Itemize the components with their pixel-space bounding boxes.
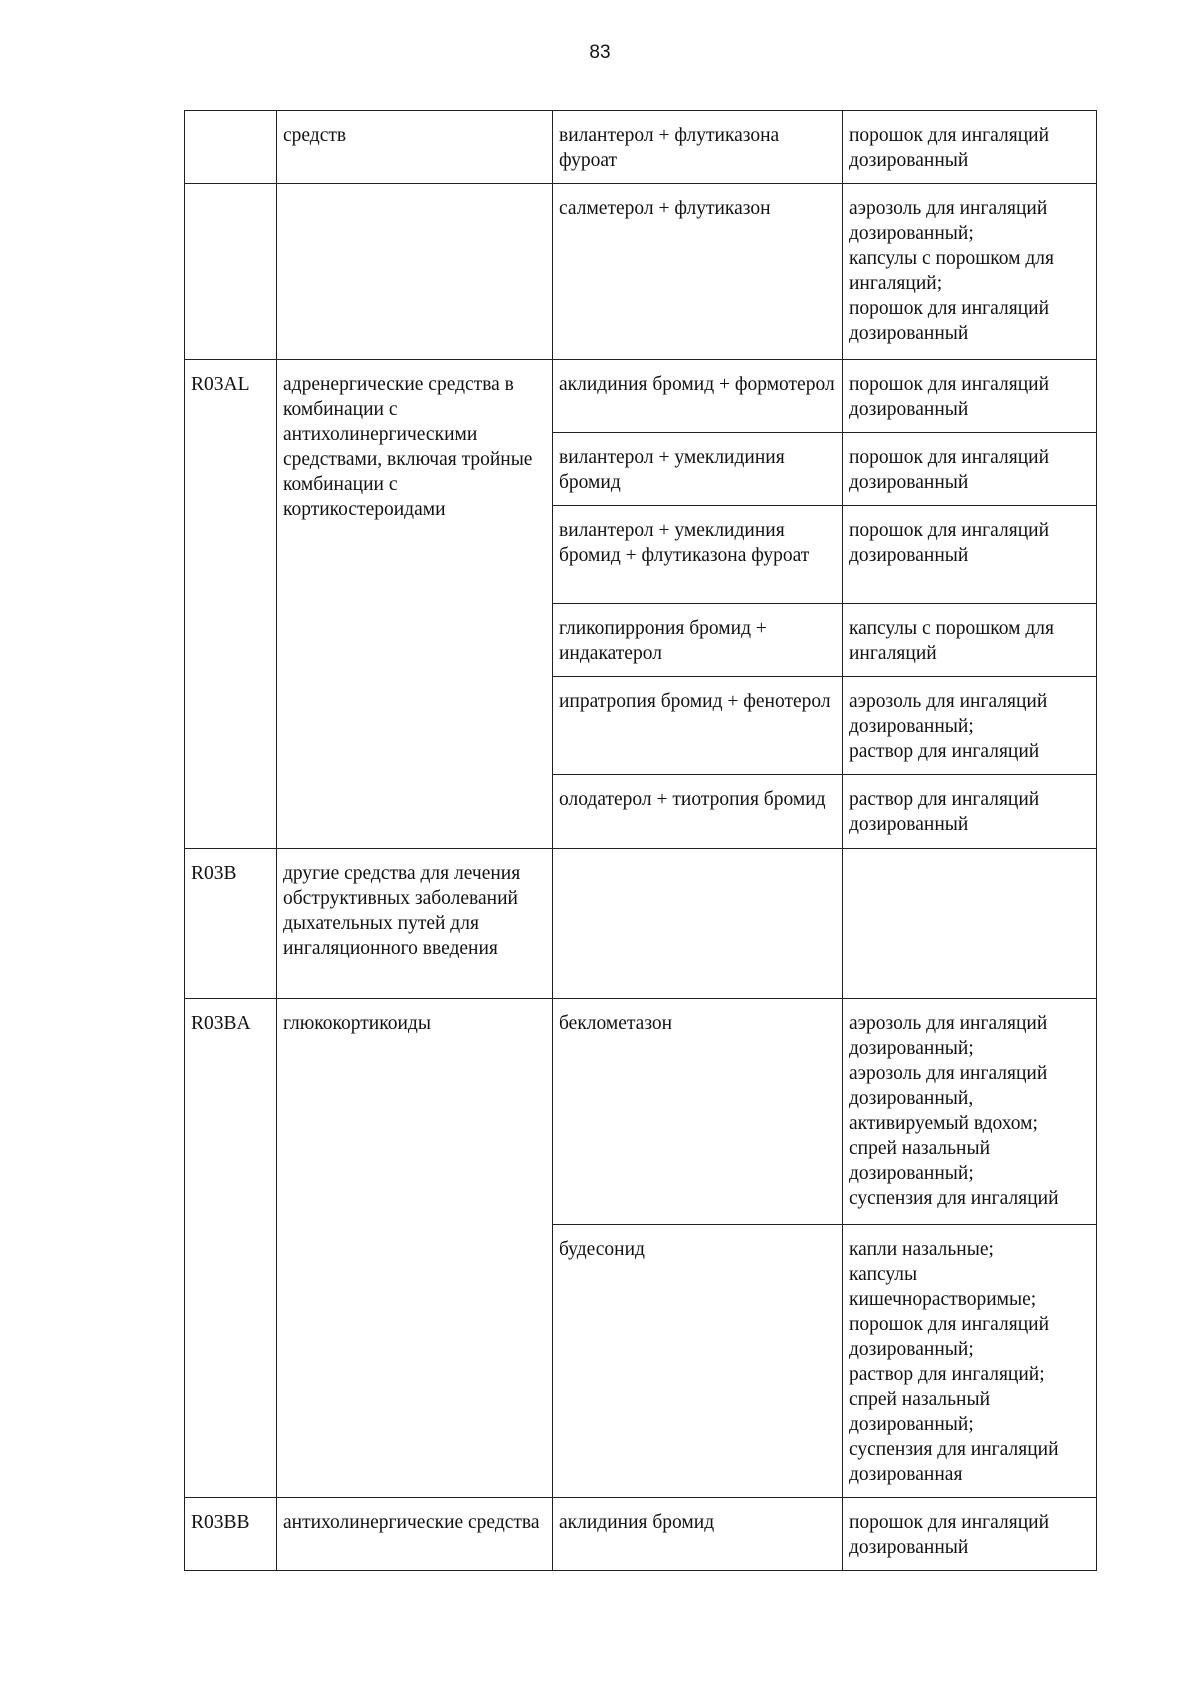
- inn-cell: вилантерол + умеклидиния бромид + флутиказона фуроат: [553, 506, 843, 604]
- inn-cell: аклидиния бромид: [553, 1498, 843, 1571]
- group-name-cell: средств: [277, 111, 553, 184]
- table-row: [185, 184, 1097, 360]
- dosage-form-cell: раствор для ингаляций дозированный: [843, 775, 1097, 849]
- dosage-form-cell: порошок для ингаляций дозированный: [843, 1498, 1097, 1571]
- dosage-form-cell: аэрозоль для ингаляций дозированный; раствор для ингаляций: [843, 677, 1097, 775]
- inn-cell: салметерол + флутиказон: [553, 184, 843, 360]
- inn-cell: аклидиния бромид + формотерол: [553, 360, 843, 433]
- dosage-form-cell: аэрозоль для ингаляций дозированный; капсулы с порошком для ингаляций; порошок для ингаляций дозированный: [843, 184, 1097, 360]
- inn-cell: вилантерол + флутиказона фуроат: [553, 111, 843, 184]
- atc-code-cell: R03B: [185, 849, 277, 999]
- atc-code-cell: [185, 184, 277, 360]
- group-name-cell: адренергические средства в комбинации с антихолинергическими средствами, включая тройные комбинации с кортикостероидами: [277, 360, 553, 849]
- atc-code-cell: [185, 111, 277, 184]
- page-number: 83: [589, 42, 611, 63]
- atc-code-cell: R03AL: [185, 360, 277, 849]
- dosage-form-cell: порошок для ингаляций дозированный: [843, 433, 1097, 506]
- inn-cell: гликопиррония бромид + индакатерол: [553, 604, 843, 677]
- inn-cell: [553, 849, 843, 999]
- dosage-form-cell: порошок для ингаляций дозированный: [843, 360, 1097, 433]
- dosage-form-cell: порошок для ингаляций дозированный: [843, 111, 1097, 184]
- group-name-cell: [277, 184, 553, 360]
- dosage-form-cell: аэрозоль для ингаляций дозированный; аэрозоль для ингаляций дозированный, активируемый вдохом; спрей назальный дозированный; суспензия для ингаляций: [843, 999, 1097, 1225]
- dosage-form-cell: порошок для ингаляций дозированный: [843, 506, 1097, 604]
- dosage-form-cell: капсулы с порошком для ингаляций: [843, 604, 1097, 677]
- table-row: [185, 360, 1097, 433]
- group-name-cell: глюкокортикоиды: [277, 999, 553, 1498]
- atc-code-cell: R03BA: [185, 999, 277, 1498]
- group-name-cell: антихолинергические средства: [277, 1498, 553, 1571]
- table-row: [185, 999, 1097, 1225]
- table-row: [185, 111, 1097, 184]
- table-row: [185, 849, 1097, 999]
- atc-code-cell: R03BB: [185, 1498, 277, 1571]
- drug-table: [184, 110, 1097, 1571]
- table-row: [185, 1498, 1097, 1571]
- inn-cell: ипратропия бромид + фенотерол: [553, 677, 843, 775]
- group-name-cell: другие средства для лечения обструктивных заболеваний дыхательных путей для ингаляционного введения: [277, 849, 553, 999]
- inn-cell: вилантерол + умеклидиния бромид: [553, 433, 843, 506]
- inn-cell: будесонид: [553, 1225, 843, 1498]
- dosage-form-cell: [843, 849, 1097, 999]
- inn-cell: олодатерол + тиотропия бромид: [553, 775, 843, 849]
- dosage-form-cell: капли назальные; капсулы кишечнорастворимые; порошок для ингаляций дозированный; раствор для ингаляций; спрей назальный дозированный; суспензия для ингаляций дозированная: [843, 1225, 1097, 1498]
- inn-cell: беклометазон: [553, 999, 843, 1225]
